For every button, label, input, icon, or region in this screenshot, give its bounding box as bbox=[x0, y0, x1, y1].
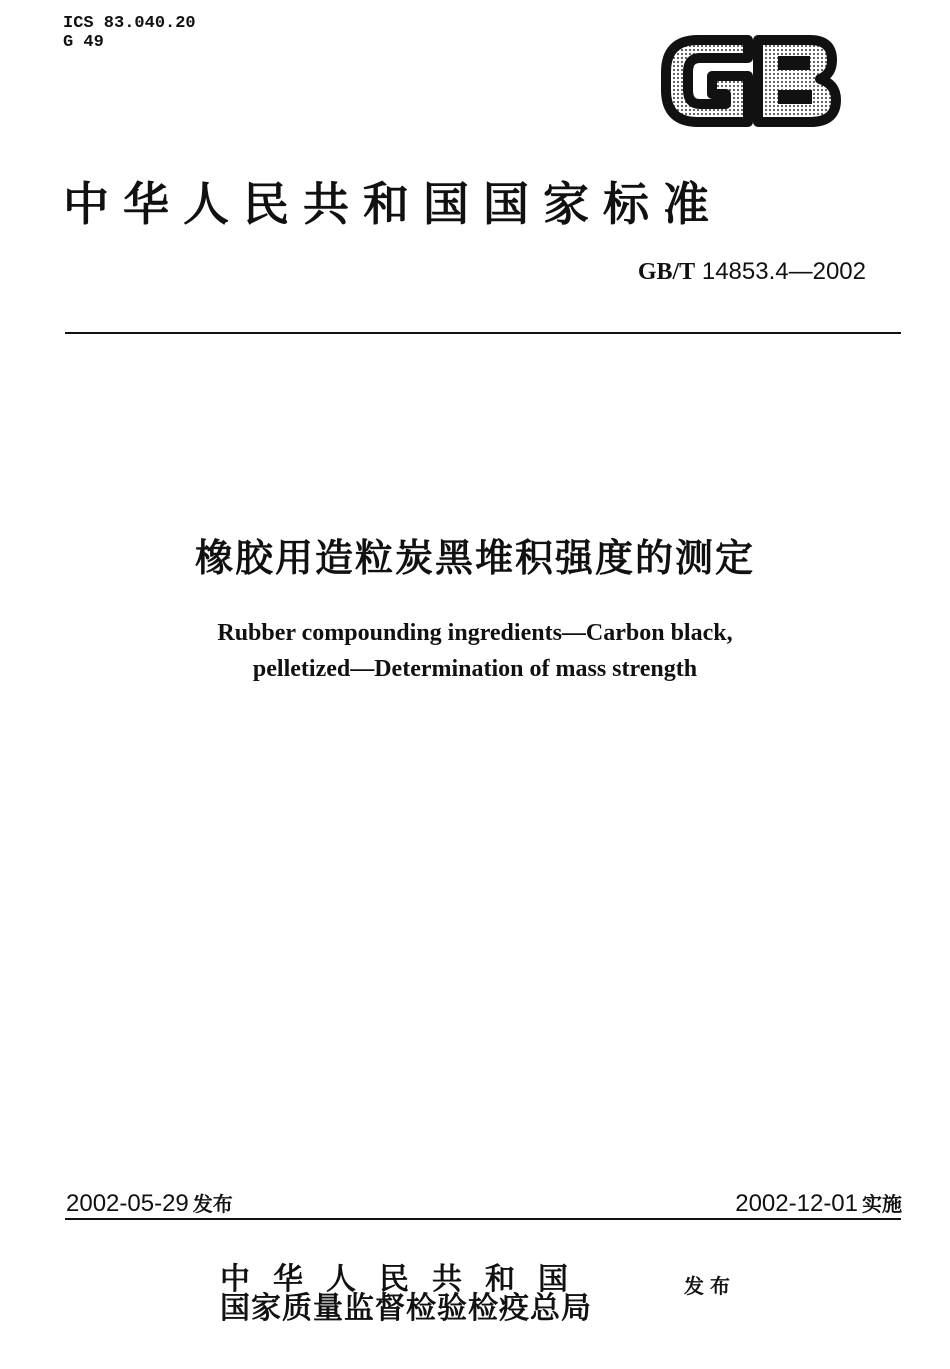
chinese-title: 橡胶用造粒炭黑堆积强度的测定 bbox=[194, 536, 755, 580]
national-standard-heading: 中华人民共和国国家标准 bbox=[63, 177, 723, 231]
issue-date-suffix: 发布 bbox=[192, 1192, 233, 1216]
standard-number-value: 14853.4—2002 bbox=[701, 258, 866, 285]
classification-codes bbox=[63, 14, 196, 52]
implementation-date-suffix: 实施 bbox=[862, 1192, 902, 1216]
issue-date bbox=[66, 1188, 233, 1218]
issuer-line-1: 中华人民共和国 bbox=[220, 1262, 591, 1297]
english-title-line-2: pelletized—Determination of mass strength bbox=[252, 656, 698, 682]
issuer-action: 发布 bbox=[684, 1274, 736, 1298]
standard-number-prefix: GB/T bbox=[637, 259, 696, 285]
footer-divider bbox=[65, 1218, 901, 1220]
english-title bbox=[0, 615, 950, 687]
ics-code: ICS 83.040.20 bbox=[63, 14, 196, 33]
ccs-code: G 49 bbox=[63, 33, 104, 52]
gb-logo-icon bbox=[660, 32, 842, 130]
implementation-date bbox=[735, 1188, 902, 1218]
issue-date-value: 2002-05-29 bbox=[66, 1190, 189, 1217]
issuer-line-2: 国家质量监督检验检疫总局 bbox=[220, 1291, 592, 1326]
standard-number bbox=[638, 258, 866, 286]
header-divider bbox=[65, 332, 901, 334]
implementation-date-value: 2002-12-01 bbox=[735, 1190, 858, 1217]
english-title-line-1: Rubber compounding ingredients—Carbon black, bbox=[217, 620, 733, 646]
